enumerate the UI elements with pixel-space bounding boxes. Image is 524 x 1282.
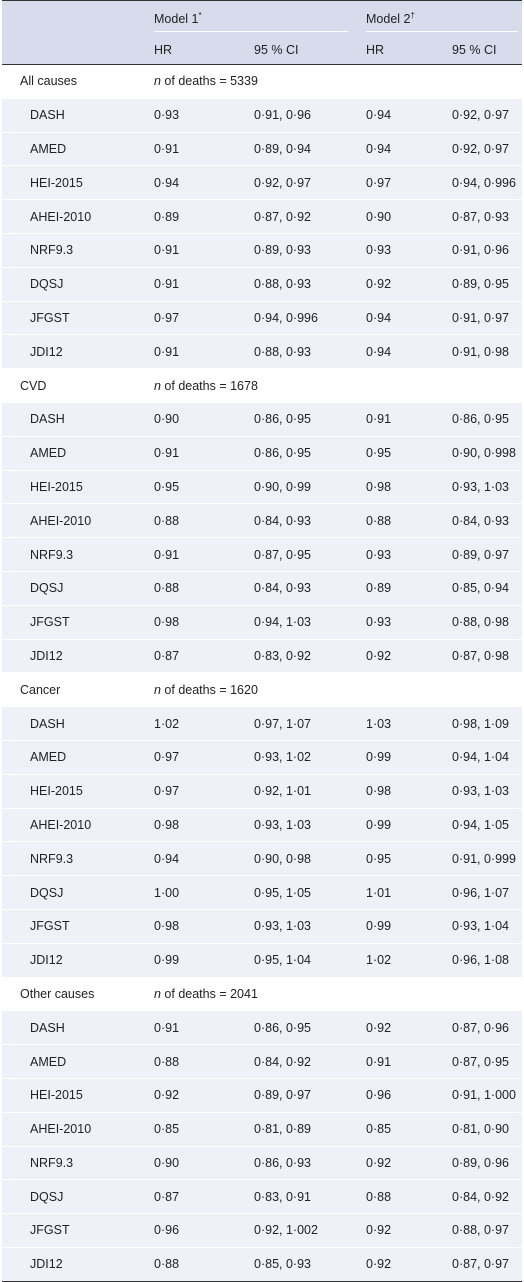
model1-hr: 0·93 bbox=[140, 98, 232, 132]
row-label: JFGST bbox=[2, 301, 140, 335]
deaths-n: n bbox=[154, 378, 161, 393]
model1-ci: 0·90, 0·99 bbox=[232, 470, 352, 504]
model1-ci: 0·84, 0·93 bbox=[232, 571, 352, 605]
table-row bbox=[2, 842, 522, 876]
row-label: HEI-2015 bbox=[2, 166, 140, 200]
model2-header bbox=[352, 1, 522, 37]
model1-hr: 0·97 bbox=[140, 301, 232, 335]
row-label: HEI-2015 bbox=[2, 470, 140, 504]
model1-ci: 0·89, 0·93 bbox=[232, 233, 352, 267]
model1-hr: 0·91 bbox=[140, 436, 232, 470]
model1-ci: 0·92, 0·97 bbox=[232, 166, 352, 200]
model1-hr: 0·91 bbox=[140, 538, 232, 572]
table-row bbox=[2, 1214, 522, 1248]
table-row bbox=[2, 98, 522, 132]
group-label: Other causes bbox=[2, 977, 140, 1011]
model1-hr: 0·91 bbox=[140, 1011, 232, 1045]
model2-hr: 1·03 bbox=[352, 707, 430, 741]
row-label: DASH bbox=[2, 707, 140, 741]
model1-hr: 0·91 bbox=[140, 335, 232, 369]
model1-ci: 0·86, 0·95 bbox=[232, 436, 352, 470]
model1-hr: 0·88 bbox=[140, 504, 232, 538]
row-label: JDI12 bbox=[2, 335, 140, 369]
table-row bbox=[2, 808, 522, 842]
model1-ci: 0·95, 1·05 bbox=[232, 876, 352, 910]
model2-ci: 0·96, 1·08 bbox=[430, 943, 522, 977]
model1-hr: 0·98 bbox=[140, 605, 232, 639]
deaths-value: 2041 bbox=[230, 986, 258, 1001]
model2-ci: 0·81, 0·90 bbox=[430, 1112, 522, 1146]
model1-ci: 0·88, 0·93 bbox=[232, 267, 352, 301]
model2-ci: 0·90, 0·998 bbox=[430, 436, 522, 470]
model2-ci: 0·93, 1·03 bbox=[430, 470, 522, 504]
table-row bbox=[2, 909, 522, 943]
row-label: AMED bbox=[2, 132, 140, 166]
deaths-label: of deaths = bbox=[160, 682, 231, 697]
table-row bbox=[2, 774, 522, 808]
model1-ci: 0·95, 1·04 bbox=[232, 943, 352, 977]
model1-hr: 0·97 bbox=[140, 740, 232, 774]
row-label: DQSJ bbox=[2, 571, 140, 605]
model1-hr: 0·89 bbox=[140, 200, 232, 234]
table-row bbox=[2, 943, 522, 977]
model2-ci: 0·91, 0·98 bbox=[430, 335, 522, 369]
model2-hr: 0·97 bbox=[352, 166, 430, 200]
model2-hr: 0·99 bbox=[352, 909, 430, 943]
model1-hr: 0·95 bbox=[140, 470, 232, 504]
model2-hr: 0·93 bbox=[352, 605, 430, 639]
model1-ci: 0·86, 0·95 bbox=[232, 1011, 352, 1045]
row-label: NRF9.3 bbox=[2, 1146, 140, 1180]
row-label: AHEI-2010 bbox=[2, 200, 140, 234]
model2-hr: 0·91 bbox=[352, 1045, 430, 1079]
table-row bbox=[2, 402, 522, 436]
model1-underline bbox=[154, 31, 348, 32]
row-label: JDI12 bbox=[2, 943, 140, 977]
model1-ci: 0·89, 0·94 bbox=[232, 132, 352, 166]
row-label: NRF9.3 bbox=[2, 538, 140, 572]
deaths-count bbox=[140, 673, 522, 707]
deaths-count bbox=[140, 977, 522, 1011]
model1-label: Model 1 bbox=[154, 11, 199, 26]
row-label: AMED bbox=[2, 1045, 140, 1079]
model1-ci: 0·84, 0·93 bbox=[232, 504, 352, 538]
model2-hr: 0·90 bbox=[352, 200, 430, 234]
table-header bbox=[2, 1, 522, 65]
model1-hr: 1·00 bbox=[140, 876, 232, 910]
model1-hr: 0·97 bbox=[140, 774, 232, 808]
table-row bbox=[2, 538, 522, 572]
model2-ci: 0·87, 0·97 bbox=[430, 1247, 522, 1281]
row-label: HEI-2015 bbox=[2, 774, 140, 808]
model2-hr: 0·99 bbox=[352, 740, 430, 774]
model1-ci: 0·84, 0·92 bbox=[232, 1045, 352, 1079]
model1-footnote-mark: * bbox=[198, 10, 202, 20]
model2-underline bbox=[366, 31, 518, 32]
model1-hr: 0·87 bbox=[140, 639, 232, 673]
model2-ci: 0·94, 1·04 bbox=[430, 740, 522, 774]
group-row bbox=[2, 977, 522, 1011]
group-row bbox=[2, 65, 522, 99]
model2-ci: 0·91, 1·000 bbox=[430, 1078, 522, 1112]
table-row bbox=[2, 1045, 522, 1079]
model2-ci: 0·96, 1·07 bbox=[430, 876, 522, 910]
model2-hr: 0·95 bbox=[352, 842, 430, 876]
model1-ci: 0·93, 1·02 bbox=[232, 740, 352, 774]
model2-hr: 0·89 bbox=[352, 571, 430, 605]
row-label: AHEI-2010 bbox=[2, 1112, 140, 1146]
table-row bbox=[2, 267, 522, 301]
model1-ci: 0·94, 1·03 bbox=[232, 605, 352, 639]
table-body bbox=[2, 65, 522, 1282]
group-row bbox=[2, 673, 522, 707]
row-label: AHEI-2010 bbox=[2, 808, 140, 842]
model2-ci: 0·88, 0·97 bbox=[430, 1214, 522, 1248]
group-label: Cancer bbox=[2, 673, 140, 707]
model2-ci: 0·91, 0·96 bbox=[430, 233, 522, 267]
model1-ci: 0·93, 1·03 bbox=[232, 808, 352, 842]
model1-ci: 0·93, 1·03 bbox=[232, 909, 352, 943]
model2-hr-header: HR bbox=[352, 36, 430, 65]
model2-hr: 0·92 bbox=[352, 267, 430, 301]
table-row bbox=[2, 740, 522, 774]
model1-hr: 0·91 bbox=[140, 233, 232, 267]
model2-hr: 0·93 bbox=[352, 233, 430, 267]
model1-ci: 0·92, 1·002 bbox=[232, 1214, 352, 1248]
model1-ci: 0·89, 0·97 bbox=[232, 1078, 352, 1112]
model2-hr: 0·92 bbox=[352, 1146, 430, 1180]
row-label: DQSJ bbox=[2, 267, 140, 301]
model1-ci: 0·91, 0·96 bbox=[232, 98, 352, 132]
row-label: DASH bbox=[2, 402, 140, 436]
model2-ci: 0·88, 0·98 bbox=[430, 605, 522, 639]
model1-hr: 0·87 bbox=[140, 1180, 232, 1214]
row-label: AMED bbox=[2, 436, 140, 470]
model2-ci: 0·87, 0·93 bbox=[430, 200, 522, 234]
model2-ci-header: 95 % CI bbox=[430, 36, 522, 65]
deaths-label: of deaths = bbox=[160, 378, 231, 393]
model2-hr: 0·92 bbox=[352, 1247, 430, 1281]
model2-ci: 0·94, 1·05 bbox=[430, 808, 522, 842]
model1-ci: 0·85, 0·93 bbox=[232, 1247, 352, 1281]
model1-hr: 0·85 bbox=[140, 1112, 232, 1146]
table-row bbox=[2, 504, 522, 538]
model1-hr: 0·98 bbox=[140, 909, 232, 943]
row-label: JFGST bbox=[2, 605, 140, 639]
model1-hr: 0·94 bbox=[140, 842, 232, 876]
model2-ci: 0·91, 0·999 bbox=[430, 842, 522, 876]
model1-ci: 0·87, 0·92 bbox=[232, 200, 352, 234]
model1-ci: 0·97, 1·07 bbox=[232, 707, 352, 741]
table-row bbox=[2, 1247, 522, 1281]
table-row bbox=[2, 470, 522, 504]
table-row bbox=[2, 1112, 522, 1146]
model1-hr: 0·88 bbox=[140, 571, 232, 605]
model2-ci: 0·89, 0·97 bbox=[430, 538, 522, 572]
header-blank bbox=[2, 1, 140, 37]
deaths-count bbox=[140, 369, 522, 403]
model1-ci: 0·87, 0·95 bbox=[232, 538, 352, 572]
model2-hr: 0·94 bbox=[352, 132, 430, 166]
deaths-n: n bbox=[154, 682, 161, 697]
row-label: DQSJ bbox=[2, 876, 140, 910]
model2-hr: 0·98 bbox=[352, 470, 430, 504]
model2-hr: 0·99 bbox=[352, 808, 430, 842]
model1-ci: 0·90, 0·98 bbox=[232, 842, 352, 876]
deaths-value: 1620 bbox=[230, 682, 258, 697]
model2-hr: 1·01 bbox=[352, 876, 430, 910]
model2-ci: 0·87, 0·98 bbox=[430, 639, 522, 673]
model1-ci: 0·83, 0·91 bbox=[232, 1180, 352, 1214]
model2-hr: 0·92 bbox=[352, 1214, 430, 1248]
model2-ci: 0·87, 0·96 bbox=[430, 1011, 522, 1045]
deaths-value: 1678 bbox=[230, 378, 258, 393]
model1-ci: 0·86, 0·95 bbox=[232, 402, 352, 436]
table-row bbox=[2, 301, 522, 335]
model2-ci: 0·93, 1·04 bbox=[430, 909, 522, 943]
model1-hr: 0·90 bbox=[140, 1146, 232, 1180]
deaths-n: n bbox=[154, 74, 161, 89]
row-label: NRF9.3 bbox=[2, 233, 140, 267]
model1-hr: 0·94 bbox=[140, 166, 232, 200]
model2-hr: 0·93 bbox=[352, 538, 430, 572]
table-row bbox=[2, 200, 522, 234]
model2-ci: 0·85, 0·94 bbox=[430, 571, 522, 605]
model2-ci: 0·92, 0·97 bbox=[430, 132, 522, 166]
row-label: AHEI-2010 bbox=[2, 504, 140, 538]
model2-ci: 0·91, 0·97 bbox=[430, 301, 522, 335]
table-row bbox=[2, 571, 522, 605]
model2-hr: 0·98 bbox=[352, 774, 430, 808]
deaths-n: n bbox=[154, 986, 161, 1001]
table-row bbox=[2, 436, 522, 470]
model1-ci: 0·86, 0·93 bbox=[232, 1146, 352, 1180]
table-row bbox=[2, 605, 522, 639]
model1-ci: 0·83, 0·92 bbox=[232, 639, 352, 673]
row-label: AMED bbox=[2, 740, 140, 774]
model1-hr-header: HR bbox=[140, 36, 232, 65]
table-row bbox=[2, 1011, 522, 1045]
model1-ci: 0·92, 1·01 bbox=[232, 774, 352, 808]
model2-hr: 0·96 bbox=[352, 1078, 430, 1112]
model1-ci: 0·88, 0·93 bbox=[232, 335, 352, 369]
model2-hr: 0·88 bbox=[352, 504, 430, 538]
deaths-label: of deaths = bbox=[160, 74, 231, 89]
model2-ci: 0·89, 0·95 bbox=[430, 267, 522, 301]
row-label: JDI12 bbox=[2, 639, 140, 673]
table-row bbox=[2, 1180, 522, 1214]
model1-hr: 0·91 bbox=[140, 267, 232, 301]
model1-ci-header: 95 % CI bbox=[232, 36, 352, 65]
row-label: JDI12 bbox=[2, 1247, 140, 1281]
row-label: DASH bbox=[2, 1011, 140, 1045]
model1-hr: 0·98 bbox=[140, 808, 232, 842]
model2-ci: 0·89, 0·96 bbox=[430, 1146, 522, 1180]
group-label: CVD bbox=[2, 369, 140, 403]
model2-hr: 0·92 bbox=[352, 639, 430, 673]
model2-hr: 0·88 bbox=[352, 1180, 430, 1214]
table-row bbox=[2, 132, 522, 166]
row-label: JFGST bbox=[2, 909, 140, 943]
table-row bbox=[2, 335, 522, 369]
model2-hr: 0·91 bbox=[352, 402, 430, 436]
model1-hr: 1·02 bbox=[140, 707, 232, 741]
row-label: DASH bbox=[2, 98, 140, 132]
model2-hr: 0·94 bbox=[352, 335, 430, 369]
model1-hr: 0·96 bbox=[140, 1214, 232, 1248]
table-row bbox=[2, 1078, 522, 1112]
model1-hr: 0·88 bbox=[140, 1247, 232, 1281]
deaths-label: of deaths = bbox=[160, 986, 231, 1001]
model2-label: Model 2 bbox=[366, 11, 411, 26]
model1-ci: 0·94, 0·996 bbox=[232, 301, 352, 335]
deaths-count bbox=[140, 65, 522, 99]
table-row bbox=[2, 166, 522, 200]
model1-hr: 0·90 bbox=[140, 402, 232, 436]
model1-hr: 0·91 bbox=[140, 132, 232, 166]
model1-hr: 0·99 bbox=[140, 943, 232, 977]
model2-hr: 0·94 bbox=[352, 98, 430, 132]
model2-hr: 0·92 bbox=[352, 1011, 430, 1045]
subheader-blank bbox=[2, 36, 140, 65]
group-row bbox=[2, 369, 522, 403]
model2-ci: 0·84, 0·93 bbox=[430, 504, 522, 538]
group-label: All causes bbox=[2, 65, 140, 99]
row-label: NRF9.3 bbox=[2, 842, 140, 876]
table-row bbox=[2, 639, 522, 673]
table-row bbox=[2, 1146, 522, 1180]
table-row bbox=[2, 876, 522, 910]
model2-ci: 0·87, 0·95 bbox=[430, 1045, 522, 1079]
row-label: HEI-2015 bbox=[2, 1078, 140, 1112]
model2-ci: 0·93, 1·03 bbox=[430, 774, 522, 808]
model1-ci: 0·81, 0·89 bbox=[232, 1112, 352, 1146]
model2-hr: 0·94 bbox=[352, 301, 430, 335]
row-label: DQSJ bbox=[2, 1180, 140, 1214]
model2-ci: 0·92, 0·97 bbox=[430, 98, 522, 132]
table-row bbox=[2, 707, 522, 741]
model2-ci: 0·86, 0·95 bbox=[430, 402, 522, 436]
model2-ci: 0·98, 1·09 bbox=[430, 707, 522, 741]
model1-hr: 0·92 bbox=[140, 1078, 232, 1112]
deaths-value: 5339 bbox=[230, 74, 258, 89]
model2-hr: 0·85 bbox=[352, 1112, 430, 1146]
model2-hr: 0·95 bbox=[352, 436, 430, 470]
model1-header bbox=[140, 1, 352, 37]
model2-ci: 0·94, 0·996 bbox=[430, 166, 522, 200]
table-row bbox=[2, 233, 522, 267]
model2-ci: 0·84, 0·92 bbox=[430, 1180, 522, 1214]
model2-footnote-mark: † bbox=[410, 10, 415, 20]
model2-hr: 1·02 bbox=[352, 943, 430, 977]
model1-hr: 0·88 bbox=[140, 1045, 232, 1079]
row-label: JFGST bbox=[2, 1214, 140, 1248]
hazard-ratio-table bbox=[2, 0, 522, 1282]
